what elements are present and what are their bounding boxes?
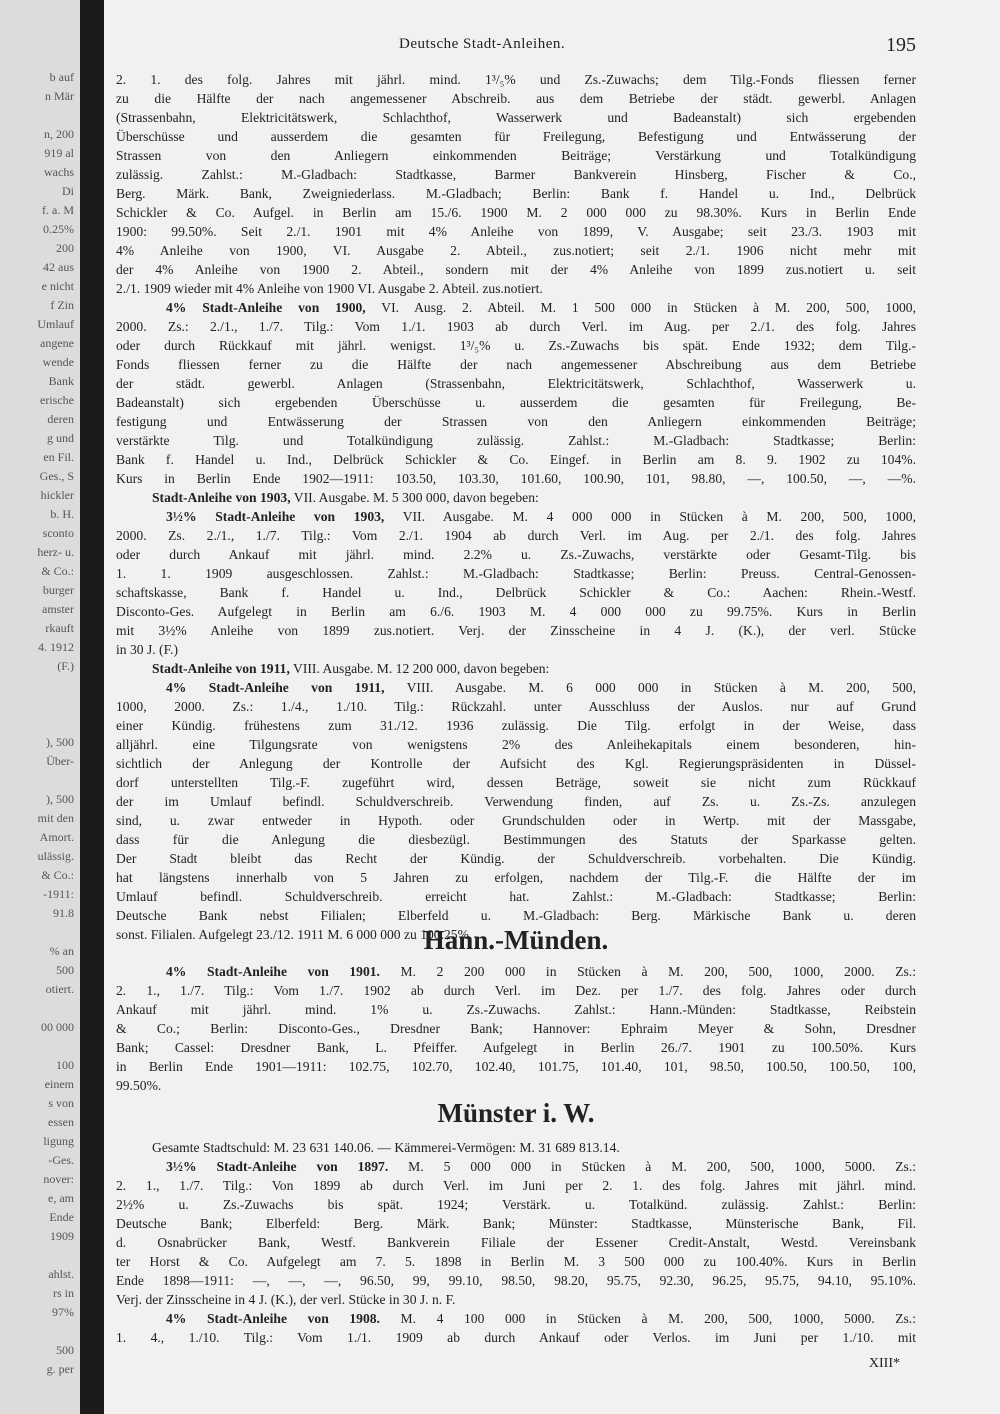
bond-title: 4% Stadt-Anleihe von 1908. [166, 1311, 380, 1326]
margin-fragment: -1911: [43, 887, 74, 901]
line-text: 2./1. 1909 wieder mit 4% Anleihe von 1900 VI. Ausgabe 2. Abteil. zus.notiert. [116, 281, 543, 296]
margin-fragment: 0.25% [43, 222, 74, 236]
margin-fragment: nover: [43, 1172, 74, 1186]
margin-fragment: 00 000 [41, 1020, 74, 1034]
line-text: Disconto-Ges. Aufgelegt in Berlin am 6./6. 1903 M. 4 000 000 zu 99.75%. Kurs in Berlin [116, 604, 916, 619]
text-line [116, 393, 916, 412]
text-line [116, 507, 916, 526]
text-line [116, 1214, 916, 1233]
text-line [116, 355, 916, 374]
margin-fragment: 200 [56, 241, 74, 255]
line-text: Deutsche Bank nebst Filialen; Elberfeld u. M.-Gladbach: Berg. Märkische Bank u. deren [116, 908, 916, 923]
text-line [116, 241, 916, 260]
text-line [116, 792, 916, 811]
line-text: Umlauf befindl. Schuldverschreib. erreicht hat. Zahlst.: M.-Gladbach: Stadtkasse; Berlin: [116, 889, 916, 904]
margin-fragment: % an [49, 944, 74, 958]
margin-fragment: & Co.: [41, 564, 74, 578]
text-line [116, 260, 916, 279]
line-text: zu die Hälfte der nach angemessener Abschreib. aus dem Betriebe der städt. gewerbl. Anlagen [116, 91, 916, 106]
bond-title: Stadt-Anleihe von 1903, [152, 490, 291, 505]
line-text: sonst. Filialen. Aufgelegt 23./12. 1911 M. 6 000 000 zu 100.25%. [116, 927, 473, 942]
text-line [116, 754, 916, 773]
heading-hann-muenden: Hann.-Münden. [423, 925, 609, 955]
text-line [116, 906, 916, 925]
text-line [116, 1019, 916, 1038]
margin-fragment: 91.8 [53, 906, 74, 920]
line-text: M. 4 100 000 in Stücken à M. 200, 500, 1000, 5000. Zs.: [379, 1311, 916, 1326]
margin-fragment: rkauft [45, 621, 74, 635]
line-text: zulässig. Zahlst.: M.-Gladbach: Stadtkasse, Barmer Bankverein Hinsberg, Fischer & Co., [116, 167, 916, 182]
running-title: Deutsche Stadt-Anleihen. [399, 36, 566, 52]
page-number: 195 [886, 34, 916, 56]
line-text: in Berlin Ende 1901—1911: 102.75, 102.70, 102.40, 101.75, 101.40, 101, 98.50, 100.50, 100.50, 100, [116, 1059, 916, 1074]
bond-title: 4% Stadt-Anleihe von 1900, [166, 300, 366, 315]
margin-fragment: herz- u. [37, 545, 74, 559]
text-line [116, 1038, 916, 1057]
line-text: Badeanstalt) sich ergebenden Überschüsse u. ausserdem die gesamten für Freilegung, Be- [116, 395, 916, 410]
text-line [116, 1057, 916, 1076]
bond-title: 4% Stadt-Anleihe von 1911, [166, 680, 385, 695]
text-line [116, 317, 916, 336]
line-text: schaftskasse, Bank f. Handel u. Ind., Delbrück Schickler & Co.: Aachen: Rhein.-Westf. [116, 585, 916, 600]
text-line [116, 981, 916, 1000]
text-line [116, 70, 916, 89]
document-page [116, 0, 922, 1414]
line-text: Berg. Märk. Bank, Zweigniederlass. M.-Gladbach; Berlin: Bank f. Handel u. Ind., Delbrück [116, 186, 916, 201]
margin-fragment: -Ges. [48, 1153, 74, 1167]
margin-fragment: otiert. [45, 982, 74, 996]
line-text: ter Horst & Co. Aufgelegt am 7. 5. 1898 in Berlin M. 3 500 000 zu 100.40%. Kurs in Berlin [116, 1254, 916, 1269]
text-line [116, 184, 916, 203]
margin-fragment: g. per [46, 1362, 74, 1376]
line-text: Schickler & Co. Aufgel. in Berlin am 15./6. 1900 M. 2 000 000 zu 98.30%. Kurs in Berlin Ende [116, 205, 916, 220]
text-line [116, 374, 916, 393]
margin-fragment: ulässig. [37, 849, 74, 863]
line-text: Ende 1898—1911: —, —, —, 96.50, 99, 99.10, 98.50, 98.20, 95.75, 92.30, 96.25, 95.75, 94.10, 95.10%. [116, 1273, 916, 1288]
text-line [116, 1076, 916, 1095]
line-text: Strassen von den Anliegern einkommenden Beiträge; Verstärkung und Totalkündigung [116, 148, 916, 163]
line-text: hat längstens innerhalb von 5 Jahren zu erfolgen, nachdem der Tilg.-F. die Hälfte der im [116, 870, 916, 885]
text-line [116, 811, 916, 830]
text-line [116, 89, 916, 108]
text-line [116, 1233, 916, 1252]
line-text: 2000. Zs. 2./1., 1./7. Tilg.: Vom 2./1. 1904 ab durch Verl. im Aug. per 2./1. des folg. Jahres [116, 528, 916, 543]
text-line [116, 583, 916, 602]
line-text: oder durch Ankauf mit jährl. mind. 2.2% u. Zs.-Zuwachs, verstärkte oder Gesamt-Tilg. bis [116, 547, 916, 562]
text-line [116, 412, 916, 431]
text-line [116, 716, 916, 735]
line-text: verstärkte Tilg. und Totalkündigung zulässig. Zahlst.: M.-Gladbach: Stadtkasse; Berlin: [116, 433, 916, 448]
adjacent-page-margin [0, 0, 80, 1414]
text-line [116, 830, 916, 849]
text-line [116, 1157, 916, 1176]
margin-fragment: (F.) [57, 659, 74, 673]
line-text: 2. 1. des folg. Jahres mit jährl. mind. 1³/₅% und Zs.-Zuwachs; dem Tilg.-Fonds fliessen ferner [116, 72, 916, 87]
line-text: oder durch Rückkauf mit jährl. wenigst. 1³/₅% u. Zs.-Zuwachs bis spät. Ende 1932; dem Tilg.- [116, 338, 916, 353]
text-line [116, 488, 916, 507]
line-text: Überschüsse und ausserdem die gesamten für Freilegung, Befestigung und Entwässerung der [116, 129, 916, 144]
text-line [116, 1290, 916, 1309]
margin-fragment: einem [44, 1077, 74, 1091]
line-text: Fonds fliessen ferner zu die Hälfte der nach angemessener Abschreibung aus dem Betriebe [116, 357, 916, 372]
line-text: der im Umlauf befindl. Schuldverschreib. Verwendung finden, auf Zs. u. Zs.-Zs. anzulegen [116, 794, 916, 809]
text-line [116, 678, 916, 697]
bond-title: 4% Stadt-Anleihe von 1901. [166, 964, 380, 979]
margin-fragment: burger [42, 583, 74, 597]
line-text: M. 5 000 000 in Stücken à M. 200, 500, 1000, 5000. Zs.: [388, 1159, 916, 1174]
line-text: mit 3½% Anleihe von 1899 zus.notiert. Verj. der Zinsscheine in 4 J. (K.), der verl. Stücke [116, 623, 916, 638]
margin-fragment: Umlauf [37, 317, 74, 331]
line-text: dass für die Anlegung die diesbezügl. Bestimmungen des Statuts der Sparkasse gelten. [116, 832, 916, 847]
margin-fragment: n Mär [45, 89, 74, 103]
text-line [116, 450, 916, 469]
text-line [116, 108, 916, 127]
line-text: Kurs in Berlin Ende 1902—1911: 103.50, 103.30, 101.60, 100.90, 101, 98.80, —, 100.50, —, —%. [116, 471, 916, 486]
line-text: d. Osnabrücker Bank, Westf. Bankverein Filiale der Essener Credit-Anstalt, Westd. Vereinsbank [116, 1235, 916, 1250]
text-line [116, 773, 916, 792]
margin-fragment: Ges., S [39, 469, 74, 483]
line-text: einer Kündig. frühestens zum 31./12. 1936 zulässig. Die Tilg. erfolgt in der Weise, dass [116, 718, 916, 733]
line-text: der 4% Anleihe von 1900 2. Abteil., sondern mit der 4% Anleihe von 1899 zus.notiert u. seit [116, 262, 916, 277]
text-line [116, 887, 916, 906]
line-text: Deutsche Bank; Elberfeld: Berg. Märk. Bank; Münster: Stadtkasse, Münsterische Bank, Fil. [116, 1216, 916, 1231]
line-text: in 30 J. (F.) [116, 642, 178, 657]
margin-fragment: Über- [46, 754, 74, 768]
margin-fragment: e, am [48, 1191, 74, 1205]
margin-fragment: mit den [37, 811, 74, 825]
line-text: dorf unterstellten Tilg.-F. zugeführt wird, dessen Beträge, soweit sie nicht zum Rückkauf [116, 775, 916, 790]
line-text: & Co.; Berlin: Disconto-Ges., Dresdner Bank; Hannover: Ephraim Meyer & Sohn, Dresdner [116, 1021, 916, 1036]
text-line [116, 1252, 916, 1271]
line-text: VIII. Ausgabe. M. 6 000 000 in Stücken à M. 200, 500, [384, 680, 916, 695]
margin-fragment: angene [40, 336, 74, 350]
margin-fragment: 4. 1912 [38, 640, 74, 654]
margin-fragment: b auf [49, 70, 74, 84]
line-text: 4% Anleihe von 1900, VI. Ausgabe 2. Abteil., zus.notiert; seit 2./1. 1906 nicht mehr mit [116, 243, 916, 258]
margin-fragment: b. H. [50, 507, 74, 521]
margin-fragment: 500 [56, 963, 74, 977]
margin-fragment: ligung [43, 1134, 74, 1148]
margin-fragment: Di [62, 184, 74, 198]
text-line [116, 849, 916, 868]
text-line [116, 222, 916, 241]
margin-fragment: wende [42, 355, 74, 369]
line-text: 1900: 99.50%. Seit 2./1. 1901 mit 4% Anleihe von 1899, V. Ausgabe; seit 23./3. 1903 mit [116, 224, 916, 239]
margin-fragment: ), 500 [46, 735, 74, 749]
margin-fragment: en Fil. [43, 450, 74, 464]
margin-fragment: ), 500 [46, 792, 74, 806]
line-text: 2. 1., 1./7. Tilg.: Vom 1./7. 1902 ab durch Verl. im Dez. per 1./7. des folg. Jahres oder durch [116, 983, 916, 998]
line-text: VII. Ausgabe. M. 5 300 000, davon begeben: [290, 490, 539, 505]
margin-fragment: deren [47, 412, 74, 426]
line-text: M. 2 200 000 in Stücken à M. 200, 500, 1000, 2000. Zs.: [379, 964, 916, 979]
text-line [116, 203, 916, 222]
text-line [116, 962, 916, 981]
line-text: 1. 4., 1./10. Tilg.: Vom 1./1. 1909 ab durch Ankauf oder Verlos. im Juni per 1./10. mit [116, 1330, 916, 1345]
line-text: sichtlich der Anlegung der Kontrolle der Aufsicht des Kgl. Regierungspräsidenten in Düssel- [116, 756, 916, 771]
text-line [116, 640, 916, 659]
margin-fragment: amster [42, 602, 74, 616]
line-text: alljährl. eine Tilgungsrate von wenigstens 2% des Anleihekapitals einem besonderen, hin- [116, 737, 916, 752]
margin-fragment: Ende [49, 1210, 74, 1224]
text-line [116, 279, 916, 298]
line-text: 1. 1. 1909 ausgeschlossen. Zahlst.: M.-Gladbach: Stadtkasse; Berlin: Preuss. Central-Genossen- [116, 566, 916, 581]
margin-fragment: Bank [48, 374, 74, 388]
text-line [116, 697, 916, 716]
signature-mark: XIII* [868, 1356, 900, 1371]
margin-fragment: hickler [40, 488, 74, 502]
margin-fragment: wachs [44, 165, 74, 179]
text-line [116, 146, 916, 165]
line-text: VI. Ausg. 2. Abteil. M. 1 500 000 in Stücken à M. 200, 500, 1000, [365, 300, 916, 315]
line-text: Der Stadt bleibt das Recht der Kündig. der Schuldverschreib. vorbehalten. Die Kündig. [116, 851, 916, 866]
line-text: Bank f. Handel u. Ind., Delbrück Schickler & Co. Eingef. in Berlin am 8. 9. 1902 zu 104%. [116, 452, 916, 467]
text-line [116, 1271, 916, 1290]
text-line [116, 545, 916, 564]
line-text: 2. 1., 1./7. Tilg.: Von 1899 ab durch Verl. im Juni per 2. 1. des folg. Jahres mit jährl. mind. [116, 1178, 916, 1193]
line-text: (Strassenbahn, Elektricitätswerk, Schlachthof, Wasserwerk und Badeanstalt) sich ergebenden [116, 110, 916, 125]
margin-fragment: f Zin [50, 298, 74, 312]
margin-fragment: g und [47, 431, 74, 445]
line-text: Verj. der Zinsscheine in 4 J. (K.), der verl. Stücke in 30 J. n. F. [116, 1292, 456, 1307]
margin-fragment: e nicht [41, 279, 74, 293]
text-line [116, 526, 916, 545]
line-text: sind, u. zwar entweder in Hypoth. oder Grundschulden oder in Wertp. mit der Massgabe, [116, 813, 916, 828]
text-line [116, 431, 916, 450]
text-line [116, 659, 916, 678]
margin-fragment: sconto [42, 526, 74, 540]
margin-fragment: 42 aus [43, 260, 74, 274]
line-text: Gesamte Stadtschuld: M. 23 631 140.06. — Kämmerei-Vermögen: M. 31 689 813.14. [152, 1140, 620, 1155]
text-line [116, 564, 916, 583]
bond-title: Stadt-Anleihe von 1911, [152, 661, 290, 676]
line-text: 2000. Zs.: 2./1., 1./7. Tilg.: Vom 1./1. 1903 ab durch Verl. im Aug. per 2./1. des folg. Jahres [116, 319, 916, 334]
page-header [116, 36, 916, 58]
text-line [116, 1000, 916, 1019]
text-line [116, 1328, 916, 1347]
binding-shadow [80, 0, 104, 1414]
line-text: VII. Ausgabe. M. 4 000 000 in Stücken à M. 200, 500, 1000, [384, 509, 916, 524]
line-text: der städt. gewerbl. Anlagen (Strassenbahn, Elektricitätswerk, Schlachthof, Wasserwerk u. [116, 376, 916, 391]
text-line [116, 735, 916, 754]
text-line [116, 1309, 916, 1328]
margin-fragment: Amort. [39, 830, 74, 844]
text-line [116, 1176, 916, 1195]
text-line [116, 1195, 916, 1214]
line-text: festigung und Entwässerung der Strassen von den Anliegern einkommenden Beiträge; [116, 414, 916, 429]
heading-muenster: Münster i. W. [437, 1098, 595, 1128]
margin-fragment: 1909 [50, 1229, 74, 1243]
margin-fragment: ahlst. [48, 1267, 74, 1281]
margin-fragment: f. a. M [42, 203, 74, 217]
line-text: 1000, 2000. Zs.: 1./4., 1./10. Tilg.: Rückzahl. unter Ausschluss der Auslos. nur auf Grund [116, 699, 916, 714]
text-line [116, 165, 916, 184]
margin-fragment: 100 [56, 1058, 74, 1072]
line-text: Bank; Cassel: Dresdner Bank, L. Pfeiffer. Aufgelegt in Berlin 26./7. 1901 zu 100.50%. Kurs [116, 1040, 916, 1055]
margin-fragment: rs in [53, 1286, 74, 1300]
margin-fragment: essen [48, 1115, 74, 1129]
line-text: 2½% u. Zs.-Zuwachs bis spät. 1924; Verstärk. u. Totalkünd. zulässig. Zahlst.: Berlin: [116, 1197, 916, 1212]
text-line [116, 868, 916, 887]
text-line [116, 127, 916, 146]
margin-fragment: s von [48, 1096, 74, 1110]
margin-fragment: 919 al [44, 146, 74, 160]
text-line [116, 602, 916, 621]
margin-fragment: erische [40, 393, 74, 407]
bond-title: 3½% Stadt-Anleihe von 1903, [166, 509, 385, 524]
text-line [116, 1138, 916, 1157]
text-line [116, 336, 916, 355]
margin-fragment: 500 [56, 1343, 74, 1357]
margin-fragment: 97% [52, 1305, 74, 1319]
line-text: 99.50%. [116, 1078, 162, 1093]
text-line [116, 298, 916, 317]
line-text: Ankauf mit jährl. mind. 1% u. Zs.-Zuwachs. Zahlst.: Hann.-Münden: Stadtkasse, Reibstein [116, 1002, 916, 1017]
text-line [116, 621, 916, 640]
margin-fragment: n, 200 [44, 127, 74, 141]
margin-fragment: & Co.: [41, 868, 74, 882]
bond-title: 3½% Stadt-Anleihe von 1897. [166, 1159, 389, 1174]
text-line [116, 469, 916, 488]
line-text: VIII. Ausgabe. M. 12 200 000, davon begeben: [289, 661, 550, 676]
